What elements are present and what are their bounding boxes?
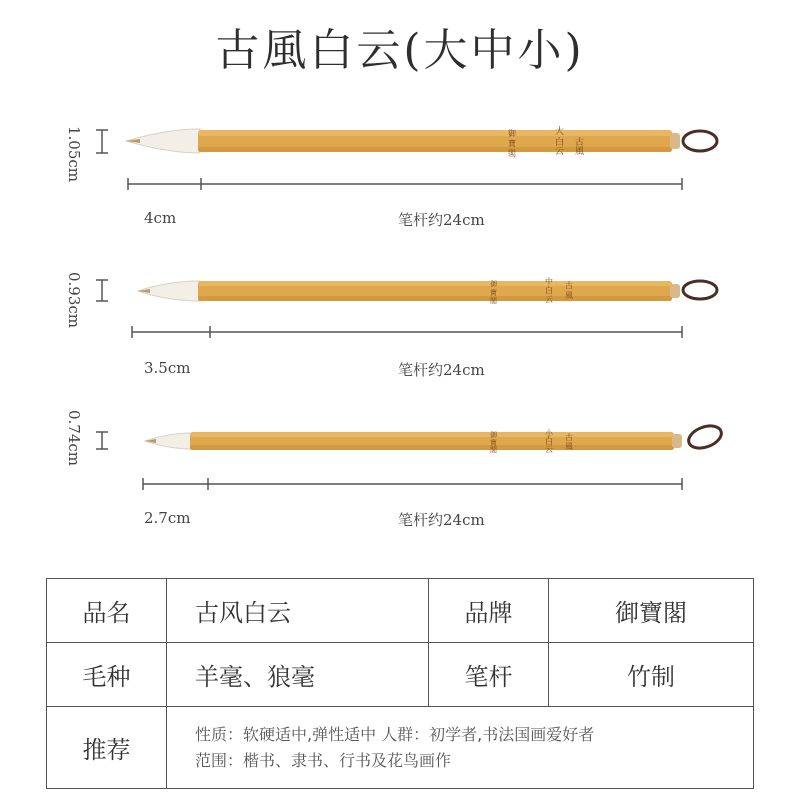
brand-label: 品牌 (429, 579, 549, 643)
recommend-label: 推荐 (47, 707, 167, 789)
svg-text:中: 中 (545, 277, 553, 286)
svg-text:古: 古 (565, 281, 573, 290)
length-dimension (132, 326, 682, 338)
name-label: 品名 (47, 579, 167, 643)
brush-large (0, 108, 800, 248)
brand-value: 御寶閣 (549, 579, 754, 643)
length-dimension (143, 478, 682, 490)
svg-text:小: 小 (545, 429, 553, 438)
hair-value: 羊毫、狼毫 (167, 643, 429, 707)
diameter-bracket (96, 432, 108, 449)
svg-text:風: 風 (565, 291, 573, 300)
svg-text:御: 御 (490, 431, 497, 439)
svg-text:云: 云 (545, 445, 553, 454)
table-row (47, 643, 754, 707)
length-dimension (128, 178, 682, 190)
hair-label: 毛种 (47, 643, 167, 707)
svg-text:寶: 寶 (490, 289, 497, 297)
svg-text:御: 御 (508, 129, 516, 138)
diameter-label: 0.74cm (65, 410, 83, 467)
tip-length-label: 2.7cm (144, 509, 191, 527)
shaft-length-label: 笔杆约24cm (398, 511, 485, 529)
svg-text:白: 白 (555, 138, 565, 148)
recommend-line-2: 范围：楷书、隶书、行书及花鸟画作 (195, 750, 452, 770)
svg-text:白: 白 (545, 286, 553, 295)
page-title: 古風白云(大中小) (215, 25, 585, 76)
diameter-label: 0.93cm (65, 272, 83, 329)
svg-text:大: 大 (555, 127, 565, 137)
shaft-value: 竹制 (549, 643, 754, 707)
svg-text:古: 古 (565, 433, 573, 442)
svg-text:閣: 閣 (508, 149, 516, 158)
svg-text:風: 風 (565, 442, 573, 451)
engraving-right: 古 (575, 138, 585, 148)
hanging-cord (686, 422, 725, 452)
svg-text:御: 御 (490, 280, 497, 288)
brush-medium (0, 256, 800, 396)
svg-text:閣: 閣 (490, 446, 497, 454)
tip-length-label: 3.5cm (144, 359, 191, 377)
hanging-cord (683, 281, 717, 299)
svg-text:云: 云 (545, 295, 553, 304)
name-value: 古风白云 (167, 579, 429, 643)
brush-small (0, 404, 800, 544)
recommend-value (167, 707, 754, 789)
tip-length-label: 4cm (144, 209, 177, 227)
svg-text:寶: 寶 (490, 439, 497, 447)
shaft-length-label: 笔杆约24cm (398, 211, 485, 229)
svg-text:閣: 閣 (490, 297, 497, 305)
diameter-label: 1.05cm (65, 126, 83, 183)
svg-text:白: 白 (545, 437, 553, 446)
spec-table (46, 578, 754, 789)
diameter-bracket (96, 280, 108, 301)
svg-text:風: 風 (575, 147, 585, 157)
diameter-bracket (96, 130, 108, 153)
shaft-label: 笔杆 (429, 643, 549, 707)
svg-text:寶: 寶 (508, 139, 516, 148)
recommend-line-1: 性质：软硬适中,弹性适中 人群：初学者,书法国画爱好者 (195, 724, 595, 744)
table-row (47, 579, 754, 643)
table-row (47, 707, 754, 789)
hanging-cord (683, 131, 717, 151)
svg-text:云: 云 (555, 147, 565, 157)
shaft-length-label: 笔杆约24cm (398, 361, 485, 379)
